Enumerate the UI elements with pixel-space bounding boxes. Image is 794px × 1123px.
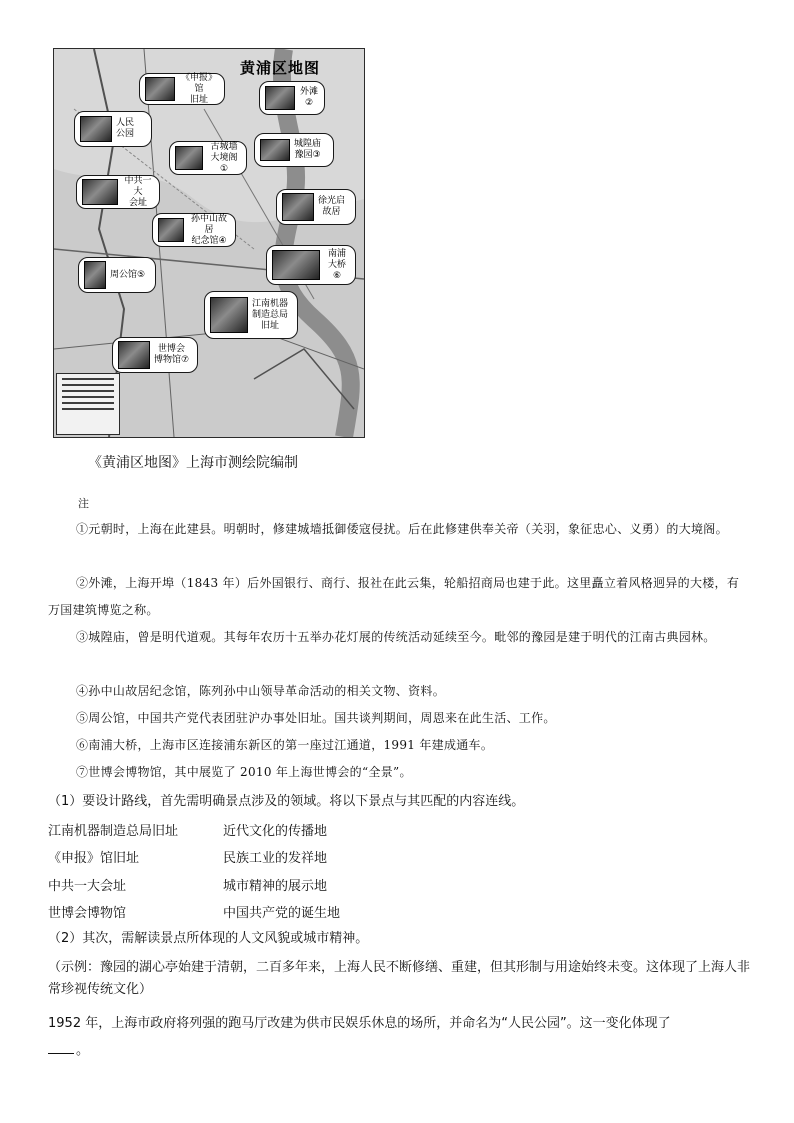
callout-label: 江南机器 制造总局 旧址	[252, 298, 289, 331]
callout-sunzhongshan	[152, 213, 236, 247]
answer-blank[interactable]	[48, 1053, 74, 1054]
callout-label: 孙中山故居 纪念馆④	[190, 213, 227, 246]
callout-zhonggong	[76, 175, 160, 209]
note-2: ②外滩，上海开埠（1843 年）后外国银行、商行、报社在此云集，轮船招商局也建于此。这里矗立着风格迥异的大楼，有万国建筑博览之称。	[48, 576, 740, 617]
callout-chenghuang	[254, 133, 334, 167]
photo-thumbnail	[260, 139, 290, 161]
question-1: （1）要设计路线，首先需明确景点涉及的领域。将以下景点与其匹配的内容连线。	[48, 794, 525, 809]
callout-nanpu	[266, 245, 356, 285]
map-caption: 《黄浦区地图》上海市测绘院编制	[88, 455, 298, 471]
callout-label: 外滩②	[299, 87, 318, 108]
callout-renmin	[74, 111, 152, 147]
callout-waitan	[259, 81, 325, 115]
callout-gucheng	[169, 141, 247, 175]
note-1: ①元朝时，上海在此建县。明朝时，修建城墙抵御倭寇侵扰。后在此修建供奉关帝（关羽，象征忠心、义勇）的大境阁。	[76, 522, 728, 536]
callout-zhougong	[78, 257, 156, 293]
question-2: （2）其次，需解读景点所体现的人文风貌或城市精神。	[48, 931, 369, 946]
photo-thumbnail	[82, 179, 118, 205]
callout-label: 南浦 大桥⑥	[327, 248, 346, 281]
photo-thumbnail	[175, 146, 203, 170]
callout-shenbao	[139, 73, 225, 105]
callout-xuguangqi	[276, 189, 356, 225]
notes-label: 注	[78, 497, 89, 510]
callout-label: 徐光启 故居	[318, 196, 346, 217]
question-2-body: 1952 年，上海市政府将列强的跑马厅改建为供市民娱乐休息的场所，并命名为“人民公园”。这一变化体现了	[48, 1016, 671, 1031]
match-right-1[interactable]: 近代文化的传播地	[223, 824, 328, 839]
callout-label: 世博会 博物馆⑦	[154, 344, 190, 365]
match-left-2[interactable]: 《申报》馆旧址	[48, 851, 140, 866]
photo-thumbnail	[272, 250, 320, 280]
match-left-1[interactable]: 江南机器制造总局旧址	[48, 824, 179, 839]
map-title: 黄浦区地图	[240, 59, 321, 77]
photo-thumbnail	[118, 341, 150, 369]
note-7: ⑦世博会博物馆，其中展览了 2010 年上海世博会的“全景”。	[76, 765, 412, 779]
callout-label: 人民 公园	[116, 118, 135, 139]
callout-label: 中共一大 会址	[124, 175, 152, 208]
note-4: ④孙中山故居纪念馆，陈列孙中山领导革命活动的相关文物、资料。	[76, 684, 446, 698]
callout-label: 城隍庙 豫园③	[294, 139, 322, 160]
photo-thumbnail	[145, 77, 175, 101]
photo-thumbnail	[84, 261, 106, 289]
callout-label: 古城墙 大境阁①	[210, 141, 238, 174]
note-3: ③城隍庙，曾是明代道观。其每年农历十五举办花灯展的传统活动延续至今。毗邻的豫园是建于明代的江南古典园林。	[76, 630, 716, 644]
huangpu-map	[53, 48, 365, 438]
callout-jiangnan	[204, 291, 298, 339]
question-2-example: （示例：豫园的湖心亭始建于清朝，二百多年来，上海人民不断修缮、重建，但其形制与用途始终未变。这体现了上海人非常珍视传统文化）	[48, 960, 751, 997]
answer-end-mark: 。	[76, 1043, 90, 1058]
match-left-3[interactable]: 中共一大会址	[48, 879, 127, 894]
callout-label: 《申报》馆 旧址	[180, 72, 217, 105]
photo-thumbnail	[158, 218, 184, 242]
callout-label: 周公馆⑤	[110, 269, 146, 280]
map-legend	[56, 373, 120, 435]
match-right-3[interactable]: 城市精神的展示地	[223, 879, 328, 894]
answer-line[interactable]	[48, 1040, 758, 1062]
note-5: ⑤周公馆，中国共产党代表团驻沪办事处旧址。国共谈判期间，周恩来在此生活、工作。	[76, 711, 556, 725]
match-left-4[interactable]: 世博会博物馆	[48, 906, 127, 921]
photo-thumbnail	[210, 297, 248, 333]
match-right-2[interactable]: 民族工业的发祥地	[223, 851, 328, 866]
note-6: ⑥南浦大桥，上海市区连接浦东新区的第一座过江通道，1991 年建成通车。	[76, 738, 494, 752]
callout-shibohui	[112, 337, 198, 373]
photo-thumbnail	[80, 116, 112, 142]
photo-thumbnail	[282, 193, 314, 221]
match-right-4[interactable]: 中国共产党的诞生地	[223, 906, 341, 921]
photo-thumbnail	[265, 86, 295, 110]
